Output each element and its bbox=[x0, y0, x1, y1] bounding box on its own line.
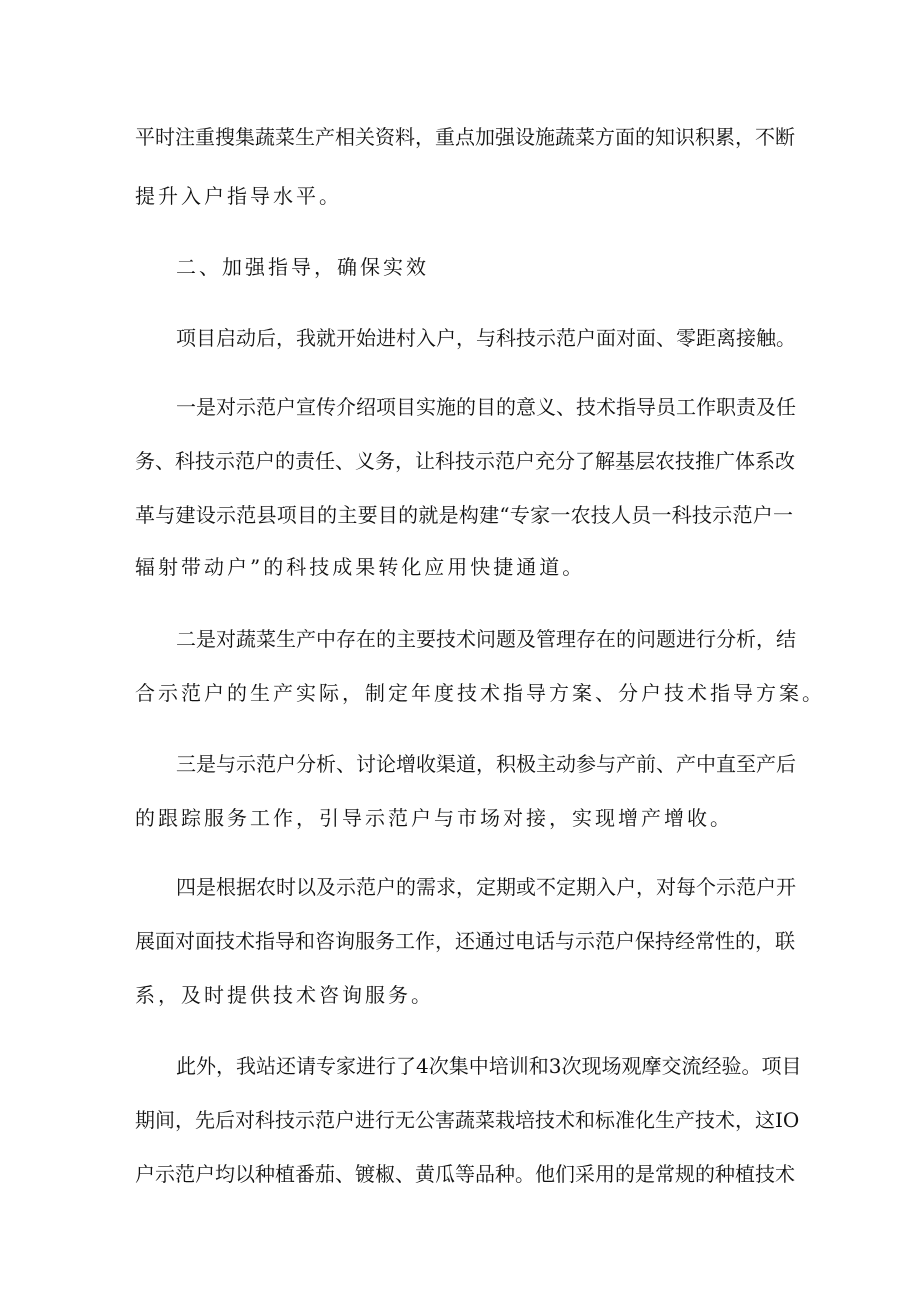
text-line: 四是根据农时以及示范户的需求，定期或不定期入户，对每个示范户开 bbox=[176, 875, 796, 899]
text-line: 系，及时提供技术咨询服务。 bbox=[135, 983, 434, 1007]
heading-text: 二、加强指导，确保实效 bbox=[176, 255, 429, 279]
text-line: 辐射带动户”的科技成果转化应用快捷通道。 bbox=[135, 555, 586, 579]
paragraph-1-line-1 bbox=[0, 117, 920, 157]
paragraph-6-line-3 bbox=[0, 975, 920, 1015]
paragraph-2-line-1 bbox=[0, 318, 920, 358]
text-line: 的跟踪服务工作，引导示范户与市场对接，实现增产增收。 bbox=[135, 806, 733, 830]
paragraph-3-line-2 bbox=[0, 441, 920, 481]
paragraph-6-line-1 bbox=[0, 867, 920, 907]
text-line: 务、科技示范户的责任、义务，让科技示范户充分了解基层农技推广体系改 bbox=[135, 449, 795, 473]
paragraph-3-line-3 bbox=[0, 495, 920, 535]
text-line: 期间，先后对科技示范户进行无公害蔬菜栽培技术和标准化生产技术，这IO bbox=[135, 1108, 800, 1132]
paragraph-3-line-1 bbox=[0, 387, 920, 427]
paragraph-4-line-1 bbox=[0, 619, 920, 659]
paragraph-5-line-1 bbox=[0, 744, 920, 784]
text-line: 二是对蔬菜生产中存在的主要技术问题及管理存在的问题进行分析，结 bbox=[176, 627, 796, 651]
text-line: 此外，我站还请专家进行了4次集中培训和3次现场观摩交流经验。项目 bbox=[176, 1054, 802, 1078]
section-heading bbox=[0, 247, 920, 287]
text-line: 三是与示范户分析、讨论增收渠道，积极主动参与产前、产中直至产后 bbox=[176, 752, 796, 776]
text-line: 平时注重搜集蔬菜生产相关资料，重点加强设施蔬菜方面的知识积累，不断 bbox=[135, 125, 795, 149]
paragraph-7-line-3 bbox=[0, 1154, 920, 1194]
paragraph-4-line-2 bbox=[0, 673, 920, 713]
text-line: 提升入户指导水平。 bbox=[135, 184, 342, 208]
text-line: 户示范户均以种植番茄、镀椒、黄瓜等品种。他们采用的是常规的种植技术 bbox=[135, 1162, 795, 1186]
text-line: 项目启动后，我就开始进村入户，与科技示范户面对面、零距离接触。 bbox=[176, 326, 796, 350]
text-line: 一是对示范户宣传介绍项目实施的目的意义、技术指导员工作职责及任 bbox=[176, 395, 796, 419]
paragraph-7-line-1 bbox=[0, 1046, 920, 1086]
text-line: 展面对面技术指导和咨询服务工作，还通过电话与示范户保持经常性的，联 bbox=[135, 929, 795, 953]
paragraph-6-line-2 bbox=[0, 921, 920, 961]
paragraph-1-line-2 bbox=[0, 176, 920, 216]
paragraph-3-line-4 bbox=[0, 547, 920, 587]
paragraph-5-line-2 bbox=[0, 798, 920, 838]
paragraph-7-line-2 bbox=[0, 1100, 920, 1140]
text-line: 合示范户的生产实际，制定年度技术指导方案、分户技术指导方案。 bbox=[135, 681, 825, 705]
text-line: 革与建设示范县项目的主要目的就是构建“专家一农技人员一科技示范户一 bbox=[135, 503, 793, 527]
